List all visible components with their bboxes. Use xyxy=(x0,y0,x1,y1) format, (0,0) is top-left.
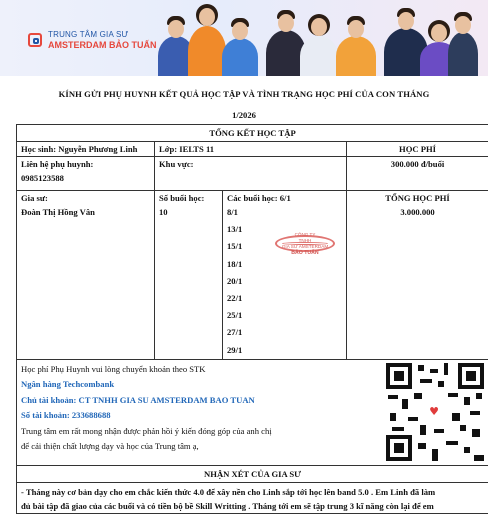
session-date: 29/1 xyxy=(227,345,342,357)
remark-line-1: - Tháng này cơ bản dạy cho em chắc kiến thức 4.0 để xây nền cho Linh sắp tới học lên band 5.0 . Em Linh đã làm xyxy=(21,485,484,499)
feedback-note-1: Trung tâm em rất mong nhận được phản hồi ý kiến đóng góp của anh chị xyxy=(21,424,484,440)
tutor-name: Đoàn Thị Hồng Vân xyxy=(21,207,150,217)
report-table xyxy=(16,124,488,514)
remarks-header: NHẬN XÉT CỦA GIA SƯ xyxy=(17,465,488,482)
report-title: KÍNH GỬI PHỤ HUYNH KẾT QUẢ HỌC TẬP VÀ TÌNH TRẠNG HỌC PHÍ CỦA CON THÁNG xyxy=(0,89,488,99)
summary-header: TỔNG KẾT HỌC TẬP xyxy=(17,125,488,142)
session-date: 22/1 xyxy=(227,293,342,310)
remarks-cell xyxy=(17,482,488,513)
session-date: 25/1 xyxy=(227,310,342,327)
class-cell: Lớp: IELTS 11 xyxy=(155,142,347,157)
remark-line-2: đủ bài tập đã giao của các buổi và có tiền bộ bề Skill Writting . Tháng tới em sẽ tập trung 3 kĩ năng còn lại để em xyxy=(21,499,484,513)
fee-header-cell: HỌC PHÍ xyxy=(347,142,488,157)
parent-phone: 0985123588 xyxy=(21,173,150,183)
fee-rate-cell: 300.000 đ/buổi xyxy=(347,157,488,191)
account-number: Số tài khoản: 233688688 xyxy=(21,408,484,424)
heart-icon: ♥ xyxy=(427,405,441,419)
payment-intro: Học phí Phụ Huynh vui lòng chuyển khoản theo STK xyxy=(21,362,484,378)
parent-contact-label: Liên hệ phụ huynh: xyxy=(21,159,150,169)
logo-line1: TRUNG TÂM GIA SƯ xyxy=(48,30,157,40)
sessions-label: Số buổi học: xyxy=(159,193,218,203)
session-date: 13/1 xyxy=(227,224,342,241)
session-date: 15/1 xyxy=(227,241,342,258)
payment-cell xyxy=(17,359,488,465)
header-banner xyxy=(0,0,488,76)
student-cell: Học sinh: Nguyễn Phương Linh xyxy=(17,142,155,157)
session-dates-cell xyxy=(223,191,347,360)
area-cell: Khu vực: xyxy=(155,157,347,191)
report-month: 1/2026 xyxy=(0,110,488,120)
session-date: 20/1 xyxy=(227,276,342,293)
account-holder: Chủ tài khoản: CT TNHH GIA SU AMSTERDAM BAO TUAN xyxy=(21,393,484,409)
logo-icon xyxy=(28,33,42,47)
total-fee-header: TỔNG HỌC PHÍ xyxy=(351,193,484,203)
total-fee-value: 3.000.000 xyxy=(351,207,484,217)
tutor-label: Gia sư: xyxy=(21,193,150,203)
stamp-line4: BẢO TUẤN xyxy=(291,250,318,256)
payment-qr-code xyxy=(386,363,484,461)
stamp-line1: CÔNG TY xyxy=(295,232,316,238)
session-dates-label: Các buổi học: 6/1 xyxy=(227,193,342,207)
session-date: 8/1 xyxy=(227,207,342,224)
feedback-note-2: để cải thiện chất lượng dạy và học của Trung tâm ạ, xyxy=(21,439,484,455)
banner-people-photo xyxy=(158,14,478,76)
session-date: 27/1 xyxy=(227,327,342,344)
parent-contact-cell xyxy=(17,157,155,191)
tutor-cell xyxy=(17,191,155,360)
sessions-cell xyxy=(155,191,223,360)
sessions-value: 10 xyxy=(159,207,218,217)
total-fee-cell xyxy=(347,191,488,360)
center-logo xyxy=(28,30,157,50)
stamp-line3: GIA SƯ AMSTERDAM xyxy=(282,244,328,250)
stamp-line2: TNHH xyxy=(299,238,312,244)
session-date: 18/1 xyxy=(227,259,342,276)
bank-name: Ngân hàng Techcombank xyxy=(21,377,484,393)
logo-line2: AMSTERDAM BẢO TUẤN xyxy=(48,40,157,50)
